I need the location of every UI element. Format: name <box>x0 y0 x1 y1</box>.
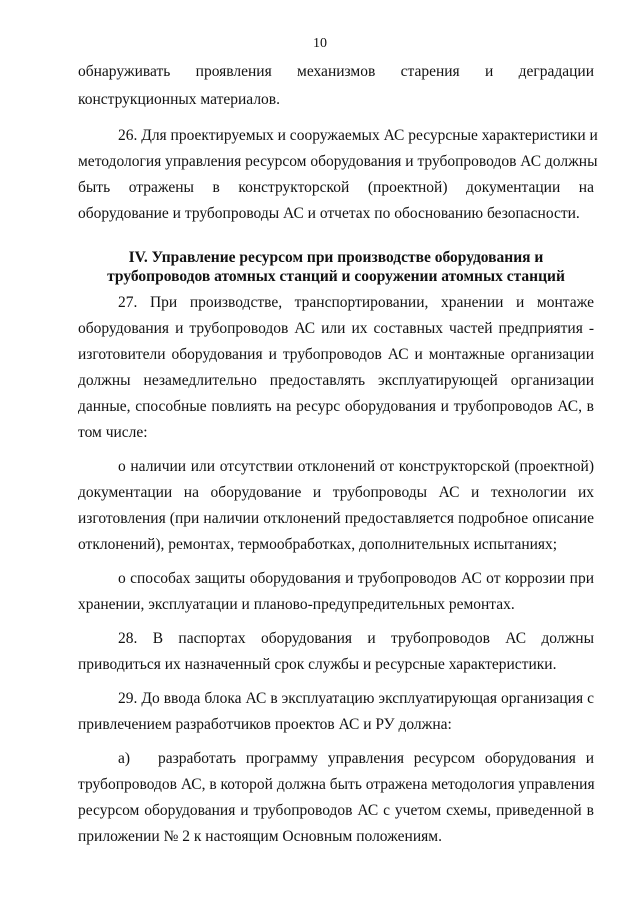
list-item-line: о способах защиты оборудования и трубопроводов АС от коррозии при <box>118 570 594 587</box>
sub-item-a-text: разработать программу управления ресурсом оборудования и <box>158 750 594 767</box>
paragraph-27-line: должны незамедлительно предоставлять эксплуатирующей организации <box>78 372 594 389</box>
paragraph-26-line: быть отражены в конструкторской (проектной) документации на <box>78 179 594 196</box>
paragraph-28-line: приводиться их назначенный срок службы и ресурсные характеристики. <box>78 656 557 673</box>
section-heading: IV. Управление ресурсом при производстве оборудования и <box>128 249 544 266</box>
paragraph-28-line: 28. В паспортах оборудования и трубопроводов АС должны <box>118 630 594 647</box>
paragraph-27-line: изготовители оборудования и трубопроводов АС и монтажные организации <box>78 346 594 363</box>
sub-item-a-line: ресурсом оборудования и трубопроводов АС с учетом схемы, приведенной в <box>78 802 594 819</box>
sub-item-a-first-line <box>118 749 594 769</box>
section-heading: трубопроводов атомных станций и сооружении атомных станций <box>107 268 565 285</box>
sub-item-a-line: трубопроводов АС, в которой должна быть отражена методология управления <box>78 776 595 793</box>
sub-item-marker: а) <box>118 750 131 767</box>
list-item-line: изготовления (при наличии отклонений предоставляется подробное описание <box>78 510 594 527</box>
paragraph-26-line: оборудование и трубопроводы АС и отчетах по обоснованию безопасности. <box>78 205 580 222</box>
paragraph-26-line: 26. Для проектируемых и сооружаемых АС ресурсные характеристики и <box>118 127 598 144</box>
paragraph-27-line: том числе: <box>78 424 148 441</box>
paragraph-27-line: данные, способные повлиять на ресурс оборудования и трубопроводов АС, в <box>78 398 594 415</box>
paragraph-29-line: привлечением разработчиков проектов АС и РУ должна: <box>78 716 452 733</box>
list-item-line: хранении, эксплуатации и планово-предупредительных ремонтах. <box>78 596 515 613</box>
paragraph-26-line: методология управления ресурсом оборудования и трубопроводов АС должны <box>78 153 598 170</box>
sub-item-a-line: приложении № 2 к настоящим Основным положениям. <box>78 828 442 845</box>
page-number: 10 <box>313 36 327 51</box>
paragraph-29-line: 29. До ввода блока АС в эксплуатацию эксплуатирующая организация с <box>118 690 594 707</box>
list-item-line: о наличии или отсутствии отклонений от конструкторской (проектной) <box>118 458 594 475</box>
paragraph-27-line: оборудования и трубопроводов АС или их составных частей предприятия - <box>78 320 594 337</box>
list-item-line: документации на оборудование и трубопроводы АС и технологии их <box>78 484 594 501</box>
list-item-line: отклонений), ремонтах, термообработках, дополнительных испытаниях; <box>78 536 558 553</box>
text-line: конструкционных материалов. <box>78 91 280 108</box>
paragraph-27-line: 27. При производстве, транспортировании, хранении и монтаже <box>118 294 594 311</box>
text-line: обнаруживать проявления механизмов старения и деградации <box>78 63 594 80</box>
